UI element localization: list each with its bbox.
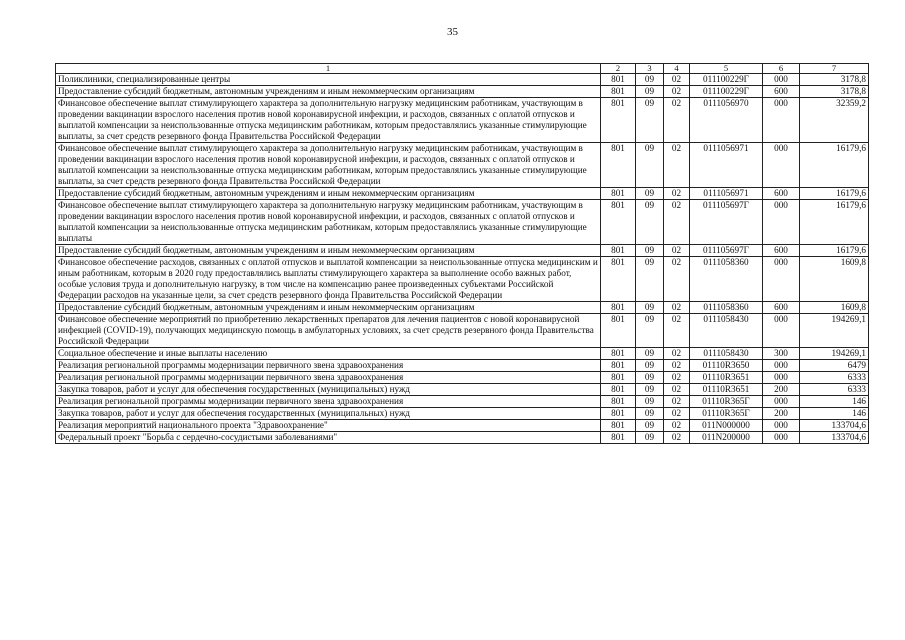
row-description: Финансовое обеспечение выплат стимулирующего характера за дополнительную нагрузку медицинским работникам, участвующим в проведении вакцинации взрослого населения против новой коронавирусной инфекции, и расходов, связанных с оплатой отпусков и выплатой компенсации за неиспользованные отпуска медицинским работникам, которым предоставлялись указанные стимулирующие выплаты: [56, 200, 601, 245]
section-code: 09: [636, 314, 664, 348]
section-code: 09: [636, 360, 664, 372]
expense-type-code: 600: [763, 86, 800, 98]
ministry-code: 801: [601, 396, 636, 408]
table-row: [56, 245, 869, 257]
amount: 133704,6: [800, 432, 869, 444]
table-row: [56, 408, 869, 420]
row-description: Предоставление субсидий бюджетным, автономным учреждениям и иным некоммерческим организациям: [56, 302, 601, 314]
column-header: 1: [56, 64, 601, 74]
expense-type-code: 200: [763, 408, 800, 420]
target-article-code: 01110R365Г: [690, 408, 763, 420]
expense-type-code: 600: [763, 245, 800, 257]
expense-type-code: 000: [763, 98, 800, 143]
target-article-code: 0111058360: [690, 302, 763, 314]
subsection-code: 02: [664, 86, 690, 98]
page-number: 35: [447, 26, 458, 38]
amount: 146: [800, 408, 869, 420]
target-article-code: 01110R3650: [690, 360, 763, 372]
amount: 32359,2: [800, 98, 869, 143]
row-description: Предоставление субсидий бюджетным, автономным учреждениям и иным некоммерческим организациям: [56, 245, 601, 257]
amount: 194269,1: [800, 348, 869, 360]
row-description: Финансовое обеспечение выплат стимулирующего характера за дополнительную нагрузку медицинским работникам, участвующим в проведении вакцинации взрослого населения против новой коронавирусной инфекции, и расходов, связанных с оплатой отпусков и выплатой компенсации за неиспользованные отпуска медицинским работникам, которым предоставлялись указанные стимулирующие выплаты, за счет средств резервного фонда Правительства Российской Федерации: [56, 98, 601, 143]
subsection-code: 02: [664, 188, 690, 200]
subsection-code: 02: [664, 245, 690, 257]
table-row: [56, 372, 869, 384]
expense-type-code: 200: [763, 384, 800, 396]
target-article-code: 01110R365Г: [690, 396, 763, 408]
table-row: [56, 143, 869, 188]
table-row: [56, 314, 869, 348]
subsection-code: 02: [664, 360, 690, 372]
row-description: Федеральный проект "Борьба с сердечно-сосудистыми заболеваниями": [56, 432, 601, 444]
section-code: 09: [636, 257, 664, 302]
target-article-code: 0111058430: [690, 348, 763, 360]
ministry-code: 801: [601, 408, 636, 420]
expense-type-code: 000: [763, 314, 800, 348]
row-description: Реализация региональной программы модернизации первичного звена здравоохранения: [56, 396, 601, 408]
section-code: 09: [636, 74, 664, 86]
column-header: 5: [690, 64, 763, 74]
table-row: [56, 432, 869, 444]
expense-type-code: 000: [763, 372, 800, 384]
expense-type-code: 000: [763, 396, 800, 408]
amount: 146: [800, 396, 869, 408]
section-code: 09: [636, 372, 664, 384]
amount: 16179,6: [800, 143, 869, 188]
ministry-code: 801: [601, 245, 636, 257]
table-row: [56, 188, 869, 200]
row-description: Реализация региональной программы модернизации первичного звена здравоохранения: [56, 360, 601, 372]
target-article-code: 0111056971: [690, 143, 763, 188]
row-description: Реализация мероприятий национального проекта "Здравоохранение": [56, 420, 601, 432]
amount: 6333: [800, 372, 869, 384]
expense-type-code: 000: [763, 74, 800, 86]
section-code: 09: [636, 432, 664, 444]
expense-type-code: 000: [763, 200, 800, 245]
section-code: 09: [636, 348, 664, 360]
table-row: [56, 384, 869, 396]
expense-type-code: 000: [763, 143, 800, 188]
subsection-code: 02: [664, 408, 690, 420]
expense-type-code: 000: [763, 420, 800, 432]
subsection-code: 02: [664, 384, 690, 396]
section-code: 09: [636, 245, 664, 257]
amount: 1609,8: [800, 257, 869, 302]
table-body: [56, 74, 869, 444]
amount: 16179,6: [800, 245, 869, 257]
ministry-code: 801: [601, 74, 636, 86]
table-row: [56, 420, 869, 432]
expense-type-code: 600: [763, 188, 800, 200]
amount: 16179,6: [800, 200, 869, 245]
target-article-code: 011N000000: [690, 420, 763, 432]
subsection-code: 02: [664, 302, 690, 314]
expense-type-code: 600: [763, 302, 800, 314]
target-article-code: 01110R3651: [690, 384, 763, 396]
section-code: 09: [636, 420, 664, 432]
ministry-code: 801: [601, 143, 636, 188]
target-article-code: 0111056971: [690, 188, 763, 200]
column-header: 4: [664, 64, 690, 74]
subsection-code: 02: [664, 432, 690, 444]
target-article-code: 0111056970: [690, 98, 763, 143]
expense-type-code: 000: [763, 432, 800, 444]
expense-type-code: 000: [763, 360, 800, 372]
table-row: [56, 74, 869, 86]
amount: 6479: [800, 360, 869, 372]
section-code: 09: [636, 302, 664, 314]
amount: 6333: [800, 384, 869, 396]
target-article-code: 0111058360: [690, 257, 763, 302]
budget-table: [55, 63, 869, 444]
ministry-code: 801: [601, 86, 636, 98]
table-row: [56, 360, 869, 372]
row-description: Финансовое обеспечение выплат стимулирующего характера за дополнительную нагрузку медицинским работникам, участвующим в проведении вакцинации взрослого населения против новой коронавирусной инфекции, и расходов, связанных с оплатой отпусков и выплатой компенсации за неиспользованные отпуска медицинским работникам, которым предоставлялись указанные стимулирующие выплаты, за счет средств резервного фонда Правительства Российской Федерации: [56, 143, 601, 188]
subsection-code: 02: [664, 98, 690, 143]
row-description: Предоставление субсидий бюджетным, автономным учреждениям и иным некоммерческим организациям: [56, 86, 601, 98]
amount: 133704,6: [800, 420, 869, 432]
row-description: Финансовое обеспечение мероприятий по приобретению лекарственных препаратов для лечения пациентов с новой коронавирусной инфекцией (COVID-19), получающих медицинскую помощь в амбулаторных условиях, за счет средств резервного фонда Правительства Российской Федерации: [56, 314, 601, 348]
ministry-code: 801: [601, 314, 636, 348]
ministry-code: 801: [601, 360, 636, 372]
subsection-code: 02: [664, 257, 690, 302]
target-article-code: 01110R3651: [690, 372, 763, 384]
column-header: 2: [601, 64, 636, 74]
section-code: 09: [636, 384, 664, 396]
row-description: Поликлиники, специализированные центры: [56, 74, 601, 86]
row-description: Закупка товаров, работ и услуг для обеспечения государственных (муниципальных) нужд: [56, 384, 601, 396]
section-code: 09: [636, 98, 664, 143]
ministry-code: 801: [601, 372, 636, 384]
table-row: [56, 257, 869, 302]
ministry-code: 801: [601, 98, 636, 143]
ministry-code: 801: [601, 257, 636, 302]
column-number-row: [56, 64, 869, 74]
ministry-code: 801: [601, 200, 636, 245]
ministry-code: 801: [601, 384, 636, 396]
amount: 1609,8: [800, 302, 869, 314]
ministry-code: 801: [601, 348, 636, 360]
subsection-code: 02: [664, 396, 690, 408]
subsection-code: 02: [664, 314, 690, 348]
table-row: [56, 302, 869, 314]
amount: 3178,8: [800, 86, 869, 98]
ministry-code: 801: [601, 432, 636, 444]
target-article-code: 011100229Г: [690, 86, 763, 98]
column-header: 6: [763, 64, 800, 74]
expense-type-code: 000: [763, 257, 800, 302]
target-article-code: 011105697Г: [690, 200, 763, 245]
section-code: 09: [636, 396, 664, 408]
row-description: Предоставление субсидий бюджетным, автономным учреждениям и иным некоммерческим организациям: [56, 188, 601, 200]
table-row: [56, 200, 869, 245]
column-header: 3: [636, 64, 664, 74]
row-description: Закупка товаров, работ и услуг для обеспечения государственных (муниципальных) нужд: [56, 408, 601, 420]
column-header: 7: [800, 64, 869, 74]
ministry-code: 801: [601, 188, 636, 200]
table-row: [56, 98, 869, 143]
row-description: Реализация региональной программы модернизации первичного звена здравоохранения: [56, 372, 601, 384]
target-article-code: 0111058430: [690, 314, 763, 348]
subsection-code: 02: [664, 143, 690, 188]
ministry-code: 801: [601, 302, 636, 314]
section-code: 09: [636, 408, 664, 420]
table-row: [56, 348, 869, 360]
subsection-code: 02: [664, 200, 690, 245]
ministry-code: 801: [601, 420, 636, 432]
section-code: 09: [636, 86, 664, 98]
section-code: 09: [636, 200, 664, 245]
amount: 194269,1: [800, 314, 869, 348]
subsection-code: 02: [664, 348, 690, 360]
table-row: [56, 86, 869, 98]
amount: 3178,8: [800, 74, 869, 86]
section-code: 09: [636, 188, 664, 200]
amount: 16179,6: [800, 188, 869, 200]
subsection-code: 02: [664, 420, 690, 432]
target-article-code: 011100229Г: [690, 74, 763, 86]
expense-type-code: 300: [763, 348, 800, 360]
row-description: Финансовое обеспечение расходов, связанных с оплатой отпусков и выплатой компенсации за неиспользованные отпуска медицинским и иным работникам, которым в 2020 году предоставлялись выплаты стимулирующего характера за выполнение особо важных работ, особые условия труда и дополнительную нагрузку, в том числе на компенсацию ранее произведенных субъектами Российской Федерации расходов на указанные цели, за счет средств резервного фонда Правительства Российской Федерации: [56, 257, 601, 302]
section-code: 09: [636, 143, 664, 188]
row-description: Социальное обеспечение и иные выплаты населению: [56, 348, 601, 360]
target-article-code: 011N200000: [690, 432, 763, 444]
target-article-code: 011105697Г: [690, 245, 763, 257]
table-row: [56, 396, 869, 408]
subsection-code: 02: [664, 372, 690, 384]
subsection-code: 02: [664, 74, 690, 86]
